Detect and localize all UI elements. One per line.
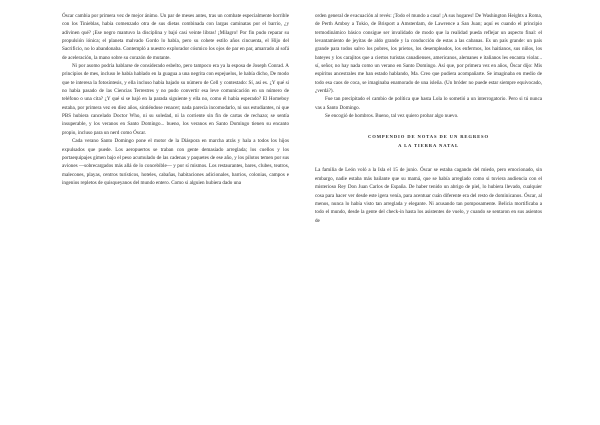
- right-page-column: [315, 12, 542, 225]
- paragraph-1: Óscar cambia por primera vez de mejor ánimo. Un par de meses antes, tras un combate especialmente horrible con los Tinieblas, había comenzado otra de sus dietas combinada con largas caminatas por el barrio, ¿y adivinen qué? ¡Ese negro mantuvo la disciplina y bajó casi veinte libras! ¡Milagro! Por fin pudo reparar su propulsión iónica; el planeta malvado Gordo lo había, pero su cohete estilo años cincuenta, el Hijo del Sacrificio, no lo abandonaba. Contempló a nuestro explorador cósmico los ojos de par en par, amarrado al sofá de aceleración, la mano sobre su corazón de mutante.: [62, 13, 289, 61]
- paragraph-3: Cada verano Santo Domingo pone el motor de la Diáspora en marcha atrás y hala a todos los hijos expulsados que puede. Los aeropuertos se traban con gente demasiado arreglada; los cuellos y los portaequipajes gimen bajo el peso acumulado de las cadenas y paquetes de ese año, y los pilotos temen por sus aviones —sobrecargados más allá de lo concebible— y por sí mismos. Los restaurantes, bares, clubes, teatros, malecones, playas, centros turísticos, hoteles, cabañas, habitaciones adicionales, barrios, colonias, campos e ingenios repletos de quisqueyanos del mundo entero. Como si alguien hubiera dado una: [62, 138, 289, 186]
- paragraph-7: La familia de León voló a la Isla el 15 de junio. Óscar se estaba cagando del miedo, pero emocionado, sin embargo, nadie estaba más bailante que su mamá, que se había arreglado como si tuviera audiencia con el misterioso Rey Don Juan Carlos de España. De haber tenido un abrigo de piel, lo hubiera llevado, cualquier cosa para hacer ver desde este igera venía, para acentuar cuán diferente era del resto de dominicanos. Óscar, al menos, nunca lo había visto tan arreglada y elegante. Ni acusando tan pomposamente. Belicia mortificaba a todo el mundo, desde la gente del check-in hasta los asistentes de vuelo, y cuando se sentaron en sus asientos de: [315, 167, 542, 224]
- left-page-column: [62, 12, 289, 187]
- section-subheading: A LA TIERRA NATAL: [398, 143, 459, 149]
- paragraph-5: Fue tan precipitado el cambio de política que hasta Lola lo sometió a un interrogatorio. Pero si tú nunca vas a Santo Domingo.: [315, 96, 542, 111]
- section-gap: [315, 120, 542, 132]
- paragraph-4: orden general de evacuación al revés: ¡Todo el mundo a casa! ¡A sus hogares! De Washington Heights a Roma, de Perth Amboy a Tokio, de Brisport a Amsterdam, de Lawrence a San Juan; aquí es cuando el principio termodinámico básico consigue ser invalidado de modo que la realidad pueda reflejar un aspecto final: el levantamiento de jeyitas de aldo grande y la conducción de estas a las cabanas. Es un país grande: un país grande para todos salvo los pobres, los prietos, los desempleados, los enfermos, los haitianos, sus niños, los bateyes y los carajitos que a ciertos turistas canadienses, americanos, alemanes e italianos les encanta violar... sí, señor, no hay nada como un verano en Santo Domingo. Así que, por primera vez en años, Óscar dijo: Mis espíritus ancestrales me han estado hablando, Ma. Creo que pudiera acompañarte. Se imaginaba en medio de todo esa caos de coca, se imaginaba enamorado de una isleña. (Un bróder no puede estar siempre equivocado, ¿verdá?).: [315, 13, 542, 95]
- paragraph-2: Ni por asomo podría hablarse de considerado esbelto, pero tampoco era ya la esposa de Joseph Conrad. A principios de mes, incluso le había hablado en la guagua a una negrita con espejuelos, le había dicho, De modo que te interesa la fotosíntesis, y ella incluso había bajado su número de Cell y contestado: Sí, así es. ¿Y qué si no había pasado de las Ciencias Terrestres y no pudo convertir esa leve comunicación en un número de teléfono o una cita? ¿Y qué si se bajó en la parada siguiente y ella no, como él había esperado? El Homeboy estaba, por primera vez en diez años, sintiéndose renacer; nada parecía incomodarlo, ni sus estudiantes, ni que PBS hubiera cancelado Doctor Who, ni su soledad, ni la corriente sin fin de cartas de rechazo; se sentía insuperable, y los veranos en Santo Domingo... bueno, los veranos en Santo Domingo tienen su encanto propio, incluso para un nerd como Óscar.: [62, 63, 289, 136]
- paragraph-6: Se encogió de hombros. Bueno, tal vez quiero probar algo nuevo.: [325, 113, 459, 120]
- section-heading: COMPENDIO DE NOTAS DE UN REGRESO: [368, 134, 489, 140]
